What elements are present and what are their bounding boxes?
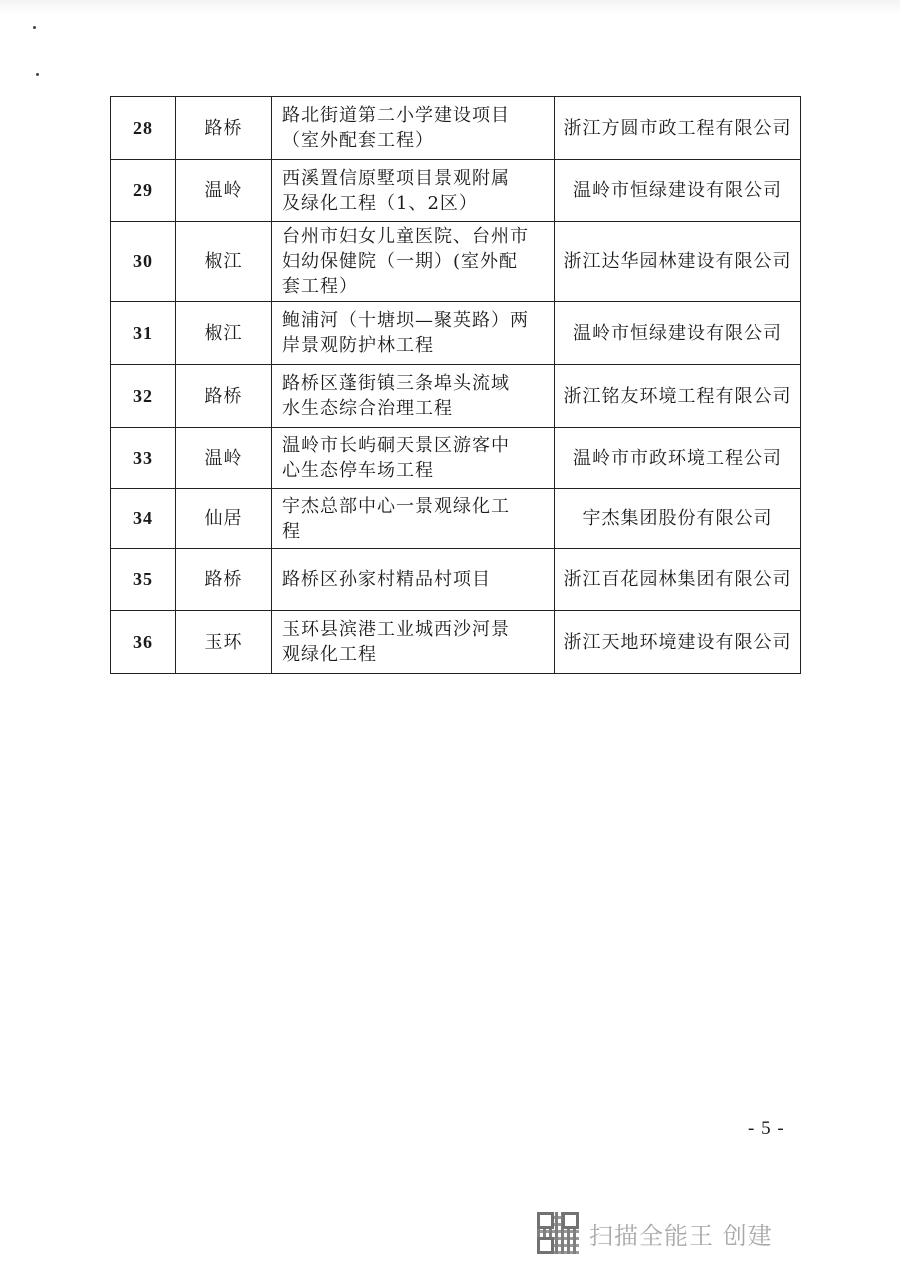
row-number: 33 [111,428,176,489]
scanner-watermark [537,1210,773,1256]
scan-top-edge [0,0,900,14]
row-project-name [272,549,555,611]
project-name-line: 套工程） [282,276,358,297]
row-number: 30 [111,222,176,302]
project-name-line: 观绿化工程 [282,644,377,665]
row-area: 温岭 [176,428,272,489]
project-name-line: 心生态停车场工程 [282,460,434,481]
row-project-name [272,611,555,674]
table-row [111,489,801,549]
row-company: 温岭市市政环境工程公司 [555,428,801,489]
project-name-line: 路北街道第二小学建设项目 [282,105,510,126]
table-row [111,365,801,428]
row-company: 宇杰集团股份有限公司 [555,489,801,549]
table-row [111,97,801,160]
project-name-line: 鲍浦河（十塘坝—聚英路）两 [282,310,529,331]
table-row [111,160,801,222]
row-project-name [272,428,555,489]
row-number: 28 [111,97,176,160]
row-number: 34 [111,489,176,549]
row-area: 温岭 [176,160,272,222]
scan-speck [36,73,39,76]
row-number: 36 [111,611,176,674]
project-award-table [110,96,801,674]
row-number: 29 [111,160,176,222]
qr-code-icon [537,1212,579,1254]
row-number: 35 [111,549,176,611]
row-area: 路桥 [176,97,272,160]
project-name-line: 程 [282,520,301,542]
table-row [111,611,801,674]
project-name-line: 妇幼保健院（一期）(室外配 [282,251,519,272]
project-name-line: 岸景观防护林工程 [282,335,434,356]
project-name-line: （室外配套工程） [282,130,434,151]
row-area: 玉环 [176,611,272,674]
row-company: 浙江天地环境建设有限公司 [555,611,801,674]
row-company: 温岭市恒绿建设有限公司 [555,160,801,222]
project-name-line: 温岭市长屿硐天景区游客中 [282,435,510,456]
row-company: 浙江方圆市政工程有限公司 [555,97,801,160]
watermark-text: 扫描全能王 创建 [589,1221,773,1250]
row-area: 路桥 [176,549,272,611]
row-area: 椒江 [176,302,272,365]
page-number: - 5 - [748,1118,785,1139]
table-row [111,302,801,365]
table-body [111,97,801,674]
scan-speck [33,26,36,29]
project-name-line: 及绿化工程（1、2区） [282,192,478,214]
row-company: 浙江百花园林集团有限公司 [555,549,801,611]
project-name-line: 路桥区孙家村精品村项目 [282,569,491,590]
project-name-line: 宇杰总部中心一景观绿化工 [282,495,510,517]
row-number: 31 [111,302,176,365]
row-area: 路桥 [176,365,272,428]
row-company: 温岭市恒绿建设有限公司 [555,302,801,365]
row-company: 浙江达华园林建设有限公司 [555,222,801,302]
row-project-name [272,97,555,160]
table-row [111,222,801,302]
project-name-line: 玉环县滨港工业城西沙河景 [282,619,510,640]
project-name-line: 水生态综合治理工程 [282,398,453,419]
row-company: 浙江铭友环境工程有限公司 [555,365,801,428]
row-project-name [272,302,555,365]
row-number: 32 [111,365,176,428]
table-row [111,428,801,489]
project-name-line: 西溪置信原墅项目景观附属 [282,167,510,189]
project-name-line: 路桥区蓬街镇三条埠头流域 [282,373,510,394]
row-project-name [272,489,555,549]
row-project-name [272,365,555,428]
row-area: 仙居 [176,489,272,549]
project-name-line: 台州市妇女儿童医院、台州市 [282,226,529,247]
row-project-name [272,222,555,302]
table-row [111,549,801,611]
row-area: 椒江 [176,222,272,302]
row-project-name [272,160,555,222]
